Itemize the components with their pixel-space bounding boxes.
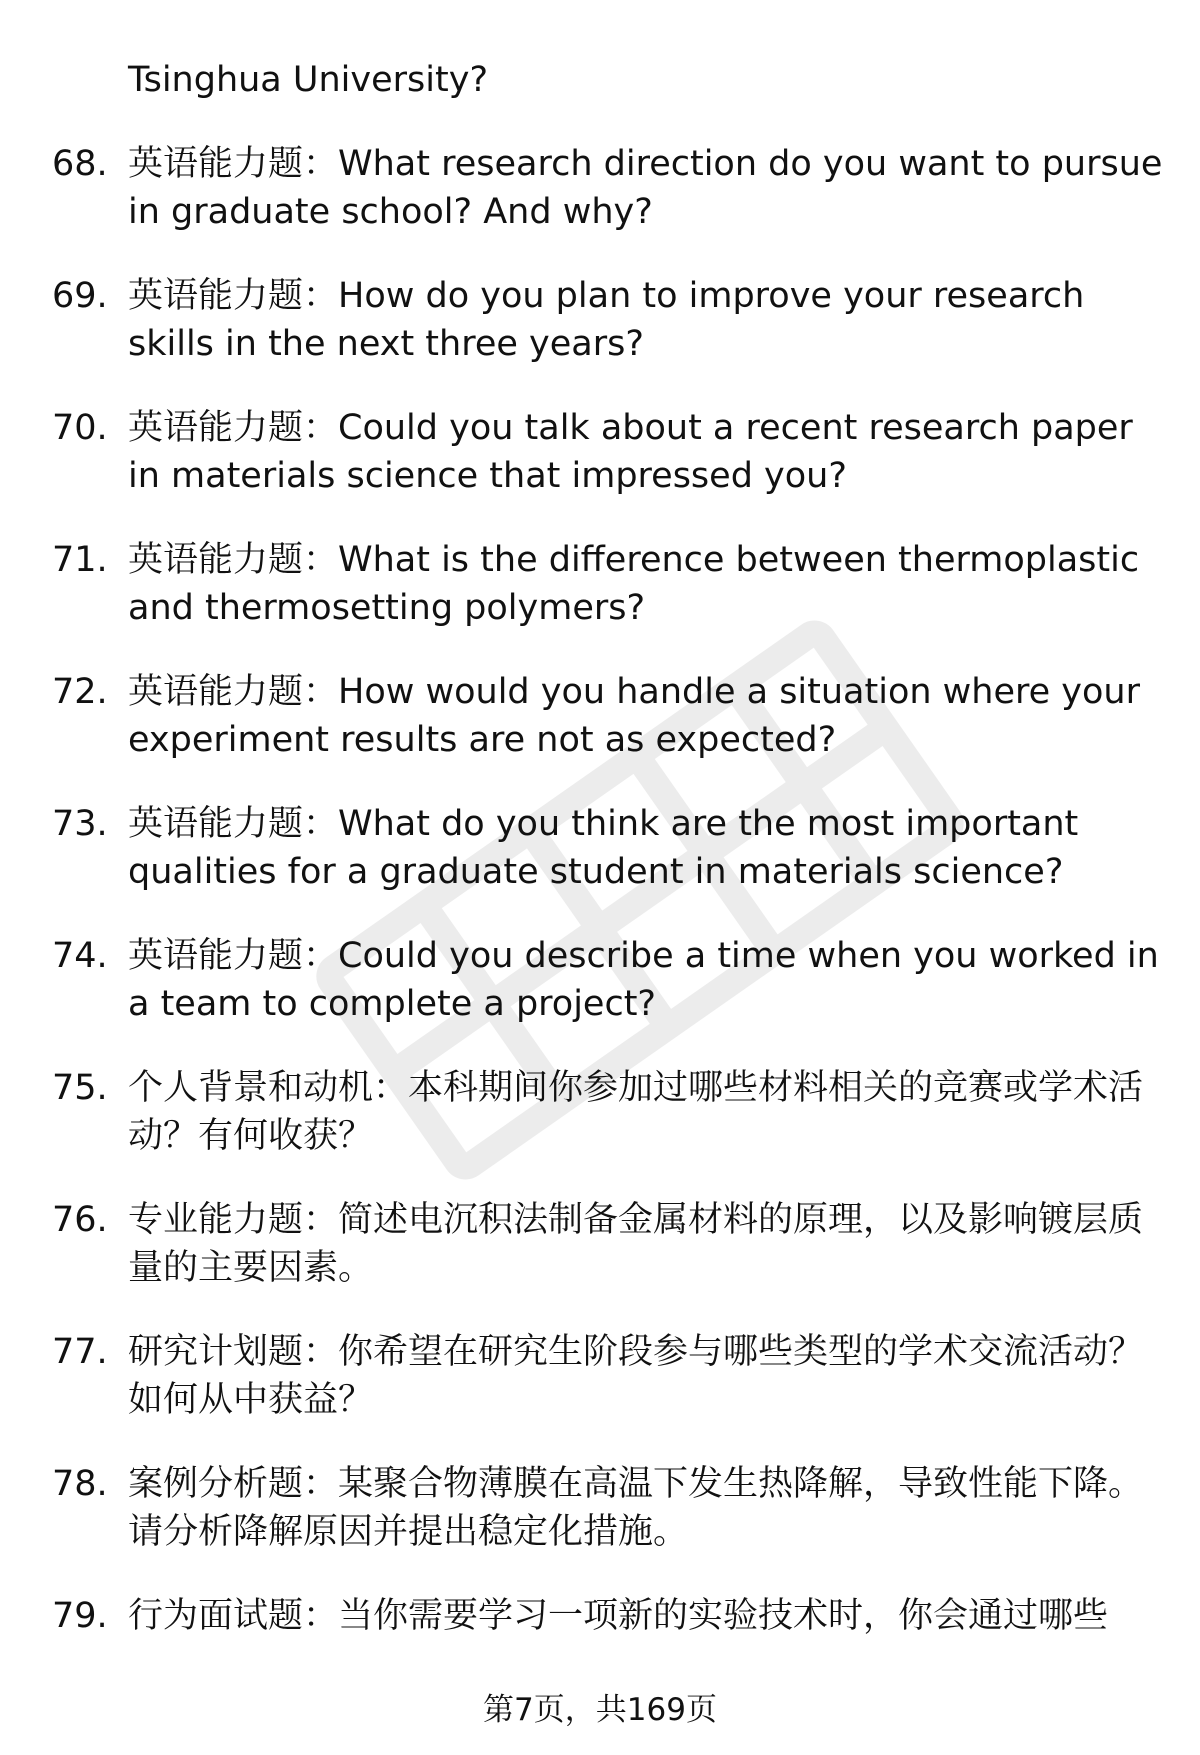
- question-text: 案例分析题：某聚合物薄膜在高温下发生热降解，导致性能下降。请分析降解原因并提出稳定化措施。: [128, 1464, 1144, 1552]
- question-number: 74.: [52, 936, 108, 976]
- question-number: 78.: [52, 1464, 108, 1504]
- question-number: 79.: [52, 1596, 108, 1636]
- question-item: [0, 1196, 1200, 1328]
- question-text: 英语能力题：What do you think are the most important qualities for a graduate student in materials science?: [128, 804, 1079, 892]
- question-item: [0, 1328, 1200, 1460]
- question-item: [0, 668, 1200, 800]
- question-list: [0, 140, 1200, 1724]
- question-number: 73.: [52, 804, 108, 844]
- question-item: [0, 536, 1200, 668]
- question-number: 71.: [52, 540, 108, 580]
- question-text: 个人背景和动机：本科期间你参加过哪些材料相关的竞赛或学术活动？有何收获？: [128, 1068, 1144, 1156]
- continuation-text: Tsinghua University?: [128, 60, 489, 100]
- question-text: 研究计划题：你希望在研究生阶段参与哪些类型的学术交流活动？如何从中获益？: [128, 1332, 1144, 1420]
- question-number: 76.: [52, 1200, 108, 1240]
- question-item: [0, 140, 1200, 272]
- question-number: 69.: [52, 276, 108, 316]
- question-text: 英语能力题：Could you describe a time when you worked in a team to complete a project?: [128, 936, 1159, 1024]
- question-text: 英语能力题：What research direction do you want to pursue in graduate school? And why?: [128, 144, 1163, 232]
- question-item: [0, 1460, 1200, 1592]
- question-text: 行为面试题：当你需要学习一项新的实验技术时，你会通过哪些: [128, 1596, 1109, 1636]
- question-number: 75.: [52, 1068, 108, 1108]
- question-number: 72.: [52, 672, 108, 712]
- question-text: 英语能力题：How would you handle a situation where your experiment results are not as expected?: [128, 672, 1140, 760]
- question-text: 专业能力题：简述电沉积法制备金属材料的原理，以及影响镀层质量的主要因素。: [128, 1200, 1144, 1288]
- question-text: 英语能力题：What is the difference between thermoplastic and thermosetting polymers?: [128, 540, 1140, 628]
- question-number: 77.: [52, 1332, 108, 1372]
- question-item: [0, 1064, 1200, 1196]
- question-text: 英语能力题：How do you plan to improve your research skills in the next three years?: [128, 276, 1085, 364]
- question-item: [0, 932, 1200, 1064]
- page-footer: 第7页，共169页: [483, 1692, 717, 1728]
- question-item: [0, 272, 1200, 404]
- question-item: [0, 404, 1200, 536]
- question-item: [0, 800, 1200, 932]
- question-number: 70.: [52, 408, 108, 448]
- question-number: 68.: [52, 144, 108, 184]
- question-text: 英语能力题：Could you talk about a recent research paper in materials science that impressed you?: [128, 408, 1133, 496]
